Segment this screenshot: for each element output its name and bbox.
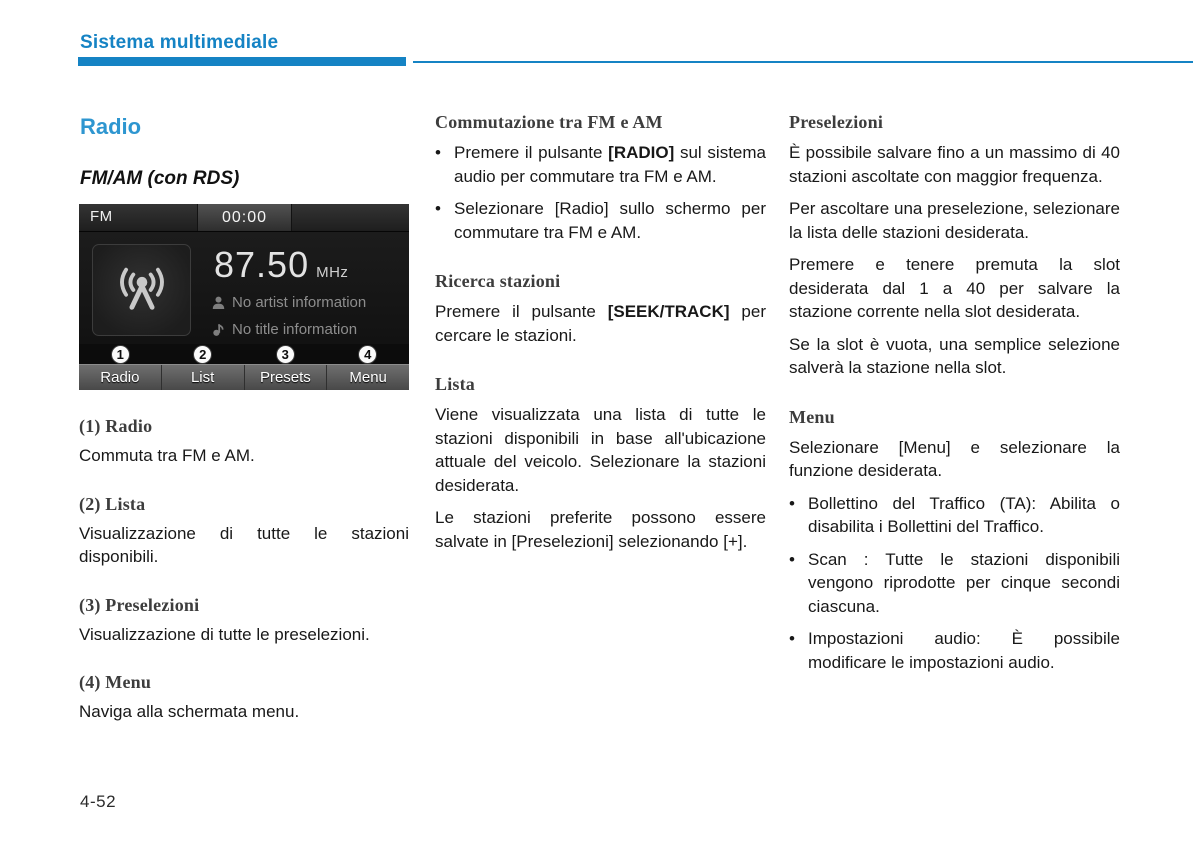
frequency-unit: MHz bbox=[316, 264, 349, 281]
callout-3: 3 bbox=[276, 345, 295, 364]
softkey-menu: Menu bbox=[349, 369, 387, 386]
softkey-list: List bbox=[162, 365, 245, 390]
bullet-marker bbox=[789, 492, 808, 539]
section-heading: Commutazione tra FM e AM bbox=[435, 112, 663, 132]
softkey-radio: Radio bbox=[79, 365, 162, 390]
paragraph: Premere il pulsante [SEEK/TRACK] per cercare le stazioni. bbox=[435, 302, 766, 345]
legend-text: Commuta tra FM e AM. bbox=[79, 446, 255, 465]
bullet-text: Impostazioni audio: È possibile modificare le impostazioni audio. bbox=[808, 629, 1120, 672]
clock-display: 00:00 bbox=[197, 204, 292, 231]
section-heading: Menu bbox=[789, 406, 835, 427]
legend-text: Visualizzazione di tutte le stazioni disponibili. bbox=[79, 523, 409, 566]
frequency-display bbox=[214, 244, 348, 286]
frequency-value: 87.50 bbox=[214, 244, 310, 285]
bullet-marker bbox=[435, 141, 454, 188]
bullet-item bbox=[789, 627, 1120, 674]
section-heading: Ricerca stazioni bbox=[435, 271, 561, 291]
person-icon bbox=[212, 296, 225, 309]
section-heading: Preselezioni bbox=[789, 112, 884, 132]
section-heading: Lista bbox=[435, 374, 476, 394]
legend-item bbox=[79, 416, 409, 468]
screen-main-area bbox=[79, 232, 409, 344]
page-number: 4-52 bbox=[80, 792, 117, 811]
subsection-title: FM/AM (con RDS) bbox=[80, 168, 240, 189]
bullet-marker bbox=[435, 197, 454, 244]
legend-item bbox=[79, 672, 409, 724]
bullet-item bbox=[789, 492, 1120, 539]
bullet-text: Scan : Tutte le stazioni disponibili vengono riprodotte per cinque secondi ciascuna. bbox=[808, 549, 1120, 616]
paragraph: Le stazioni preferite possono essere salvate in [Preselezioni] selezionando [+]. bbox=[435, 508, 766, 551]
softkey-bar bbox=[79, 364, 409, 390]
paragraph: Viene visualizzata una lista di tutte le stazioni disponibili in base all'ubicazione attuale del veicolo. Selezionare la stazioni desiderata. bbox=[435, 405, 766, 495]
callout-4: 4 bbox=[358, 345, 377, 364]
band-indicator: FM bbox=[90, 208, 113, 225]
section-title: Radio bbox=[80, 114, 142, 139]
legend-heading: (1) Radio bbox=[79, 416, 153, 436]
column-middle bbox=[435, 112, 766, 580]
legend-heading: (4) Menu bbox=[79, 672, 152, 692]
artist-info-line bbox=[212, 294, 366, 311]
legend-heading: (3) Preselezioni bbox=[79, 594, 200, 615]
legend-item bbox=[79, 494, 409, 569]
legend-heading: (2) Lista bbox=[79, 493, 146, 514]
bullet-item bbox=[435, 197, 766, 244]
bullet-marker bbox=[789, 627, 808, 674]
paragraph: Se la slot è vuota, una semplice selezione salverà la stazione nella slot. bbox=[789, 334, 1120, 377]
section-list bbox=[435, 374, 766, 553]
paragraph: Premere e tenere premuta la slot desiderata dal 1 a 40 per salvare la stazione corrente nella slot desiderata. bbox=[789, 255, 1120, 321]
column-right bbox=[789, 112, 1120, 701]
legend-text: Naviga alla schermata menu. bbox=[79, 702, 300, 721]
callout-2: 2 bbox=[193, 345, 212, 364]
section-presets bbox=[789, 112, 1120, 380]
screen-status-bar bbox=[79, 204, 409, 232]
legend-item bbox=[79, 595, 409, 647]
header-rule-line bbox=[413, 61, 1193, 63]
radio-screen-illustration bbox=[79, 204, 409, 390]
bullet-text: Premere il pulsante [RADIO] sul sistema audio per commutare tra FM e AM. bbox=[454, 143, 766, 186]
section-menu bbox=[789, 407, 1120, 675]
callout-1: 1 bbox=[111, 345, 130, 364]
chapter-title: Sistema multimediale bbox=[80, 32, 279, 53]
album-art-box bbox=[92, 244, 191, 336]
bullet-item bbox=[789, 548, 1120, 619]
callout-number-row bbox=[79, 344, 409, 364]
header-accent-bar bbox=[78, 57, 406, 66]
bullet-text: Selezionare [Radio] sullo schermo per commutare tra FM e AM. bbox=[454, 199, 766, 242]
bullet-text: Bollettino del Traffico (TA): Abilita o disabilita i Bollettini del Traffico. bbox=[808, 493, 1120, 536]
bullet-item bbox=[435, 141, 766, 188]
legend-text: Visualizzazione di tutte le preselezioni. bbox=[79, 624, 370, 644]
bullet-marker bbox=[789, 548, 808, 619]
paragraph: È possibile salvare fino a un massimo di 40 stazioni ascoltate con maggior frequenza. bbox=[789, 143, 1120, 186]
antenna-icon bbox=[113, 261, 171, 320]
softkey-presets: Presets bbox=[245, 365, 328, 390]
music-note-icon bbox=[212, 323, 225, 336]
title-info-text: No title information bbox=[232, 321, 358, 338]
artist-info-text: No artist information bbox=[232, 294, 367, 311]
paragraph: Per ascoltare una preselezione, selezionare la lista delle stazioni desiderata. bbox=[789, 199, 1120, 242]
section-fm-am-switching bbox=[435, 112, 766, 244]
title-info-line bbox=[212, 321, 357, 338]
section-station-search bbox=[435, 271, 766, 347]
paragraph: Selezionare [Menu] e selezionare la funzione desiderata. bbox=[789, 437, 1120, 480]
column-left bbox=[79, 112, 409, 733]
